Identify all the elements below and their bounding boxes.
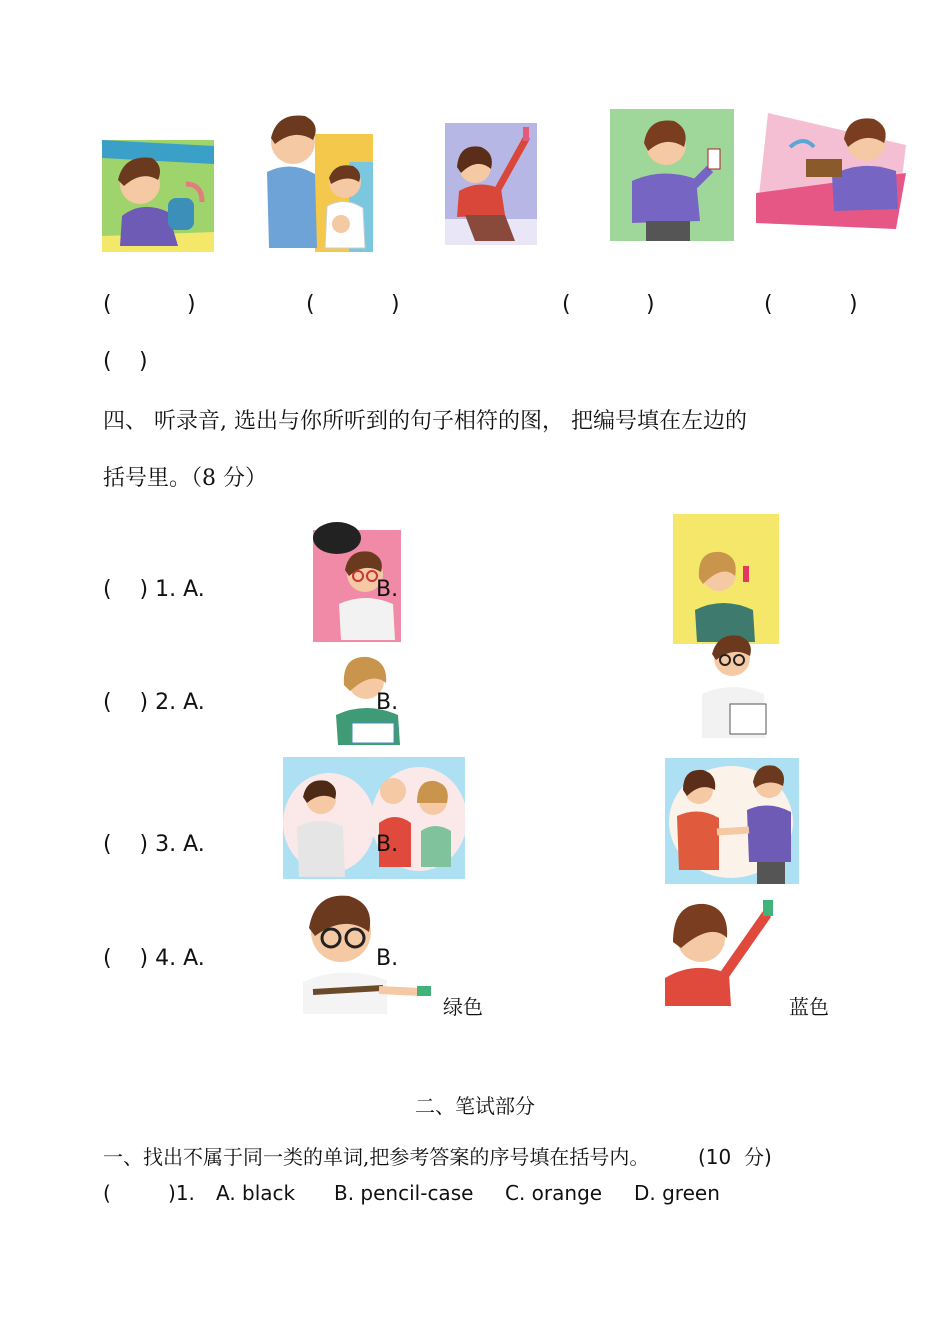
q1-option-b-label: B.: [376, 577, 399, 602]
answer-bracket-open-1: (: [103, 292, 112, 317]
written-item-1-number: ( )1.: [103, 1181, 195, 1205]
picture-boy-backpack: [102, 136, 214, 252]
q1-prefix: ( ) 1. A.: [103, 577, 205, 602]
answer-bracket-close-5: ): [139, 349, 148, 374]
q3-option-b-label: B.: [376, 832, 399, 857]
answer-bracket-open-3: (: [562, 292, 571, 317]
answer-bracket-open-5: (: [103, 349, 112, 374]
answer-bracket-close-3: ): [646, 292, 655, 317]
q4-caption-blue: 蓝色: [789, 995, 829, 1019]
written-item-1-option-d: D. green: [634, 1181, 720, 1205]
written-item-1-option-a: A. black: [216, 1181, 296, 1205]
answer-bracket-open-4: (: [764, 292, 773, 317]
q4-picture-a-boy-with-crayon: [303, 892, 437, 1014]
written-q1-title: 一、找出不属于同一类的单词,把参考答案的序号填在括号内。: [103, 1145, 650, 1169]
q2-prefix: ( ) 2. A.: [103, 690, 205, 715]
written-item-1-option-c: C. orange: [505, 1181, 603, 1205]
written-q1-score: (10 分): [698, 1145, 772, 1169]
q2-picture-b-boy-with-card: [696, 628, 776, 738]
picture-father-and-child: [265, 112, 373, 252]
q3-prefix: ( ) 3. A.: [103, 832, 205, 857]
q1-picture-b-girl-with-lipstick: [673, 514, 779, 644]
section-4-title-continued: 括号里。（8 分）: [103, 466, 267, 491]
picture-boy-with-pencil-box: [756, 113, 906, 229]
picture-boy-holding-card: [610, 109, 734, 241]
q2-picture-a-girl-with-card: [326, 645, 414, 745]
q4-option-b-label: B.: [376, 946, 399, 971]
q4-picture-b-girl-with-crayon: [665, 894, 779, 1006]
picture-girl-sitting: [445, 123, 537, 245]
q3-picture-a-kids-greeting: [283, 757, 465, 879]
section-4-title: 四、 听录音, 选出与你所听到的句子相符的图， 把编号填在左边的: [103, 409, 747, 434]
written-part-heading: 二、笔试部分: [415, 1094, 535, 1118]
answer-bracket-close-2: ): [391, 292, 400, 317]
answer-bracket-close-1: ): [187, 292, 196, 317]
q3-picture-b-shaking-hands: [665, 758, 799, 884]
written-item-1-option-b: B. pencil-case: [334, 1181, 474, 1205]
answer-bracket-open-2: (: [306, 292, 315, 317]
q4-caption-green: 绿色: [443, 995, 483, 1019]
q2-option-b-label: B.: [376, 690, 399, 715]
answer-bracket-close-4: ): [849, 292, 858, 317]
q4-prefix: ( ) 4. A.: [103, 946, 205, 971]
